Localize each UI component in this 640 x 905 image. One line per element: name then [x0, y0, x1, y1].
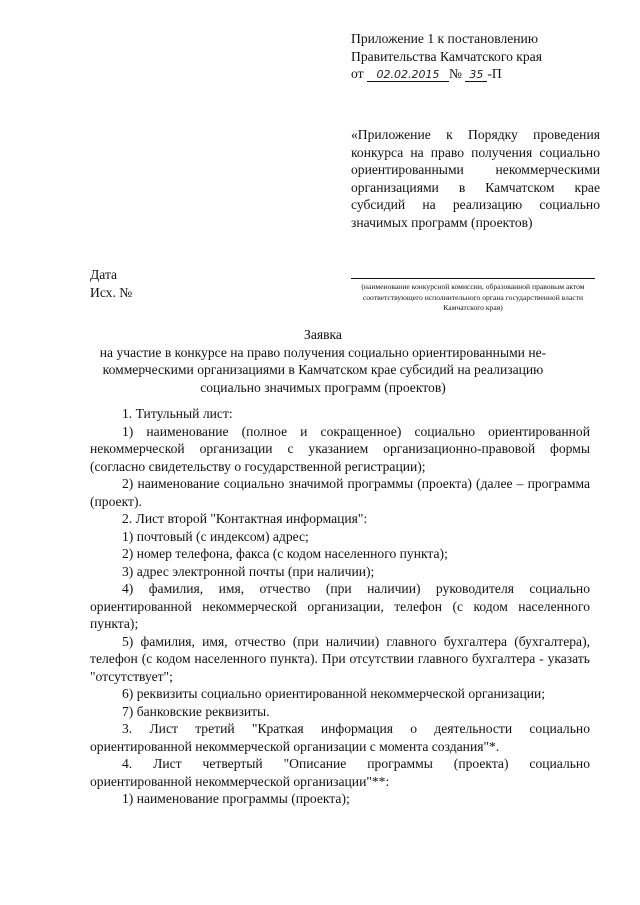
handwritten-date: 02.02.2015	[367, 68, 449, 82]
commission-caption: (наименование конкурсной комиссии, образованной правовым актом соответствующего исполнительного органа государственной власти Камчатского края)	[361, 282, 585, 312]
appendix-date-number-line	[351, 65, 601, 83]
appendix-line-1: Приложение 1 к постановлению	[351, 31, 538, 46]
paragraph: 7) банковские реквизиты.	[122, 703, 270, 719]
paragraph: 1) почтовый (с индексом) адрес;	[122, 528, 309, 544]
appendix-quote: «Приложение к Порядку проведения конкурса на право получения социально ориентированными некоммерческими организациями в Камчатском крае субсидий на реализацию социально значимых программ (проектов)	[351, 127, 600, 230]
title-line-1: на участие в конкурсе на право получения социально ориентированными не-	[99, 344, 547, 360]
commission-name-line	[351, 262, 595, 279]
title-heading: Заявка	[304, 327, 342, 342]
paragraph: 6) реквизиты социально ориентированной некоммерческой организации;	[122, 686, 546, 701]
appendix-header	[351, 30, 601, 83]
paragraph: 5) фамилия, имя, отчество (при наличии) главного бухгалтера (бухгалтера), телефон (с кодом населенного пункта). При отсутствии главного бухгалтера - указать "отсутствует";	[90, 633, 590, 684]
application-body	[90, 405, 590, 808]
appendix-line-2: Правительства Камчатского края	[351, 48, 542, 64]
title-line-2: коммерческими организациями в Камчатском крае субсидий на реализацию	[102, 362, 544, 377]
title-line-3: социально значимых программ (проектов)	[200, 379, 446, 395]
commission-block	[351, 262, 595, 314]
paragraph: 3. Лист третий "Краткая информация о деятельности социально ориентированной некоммерческой организации с момента создания"*.	[90, 721, 590, 754]
paragraph: 1. Титульный лист:	[122, 406, 233, 421]
number-label: №	[448, 66, 462, 81]
outgoing-number-label: Исх. №	[90, 284, 133, 300]
paragraph: 2. Лист второй "Контактная информация":	[122, 511, 368, 526]
date-label: Дата	[90, 267, 118, 282]
from-label: от	[351, 66, 364, 81]
handwritten-number: 35	[465, 68, 487, 82]
paragraph: 1) наименование программы (проекта);	[122, 791, 350, 806]
paragraph: 4) фамилия, имя, отчество (при наличии) руководителя социально ориентированной некоммерческой организации, телефон (с кодом населенного пункта);	[90, 581, 590, 631]
paragraph: 4. Лист четвертый "Описание программы (проекта) социально ориентированной некоммерческой организации"**:	[90, 756, 590, 789]
paragraph: 3) адрес электронной почты (при наличии);	[122, 563, 375, 579]
paragraph: 2) номер телефона, факса (с кодом населенного пункта);	[122, 546, 448, 561]
date-block	[90, 266, 132, 301]
paragraph: 1) наименование (полное и сокращенное) социально ориентированной некоммерческой организации с указанием организационно-правовой формы (согласно свидетельству о государственной регистрации);	[90, 423, 590, 474]
number-suffix: -П	[487, 66, 502, 81]
paragraph: 2) наименование социально значимой программы (проекта) (далее – программа (проект).	[90, 476, 590, 509]
application-title	[88, 326, 558, 396]
